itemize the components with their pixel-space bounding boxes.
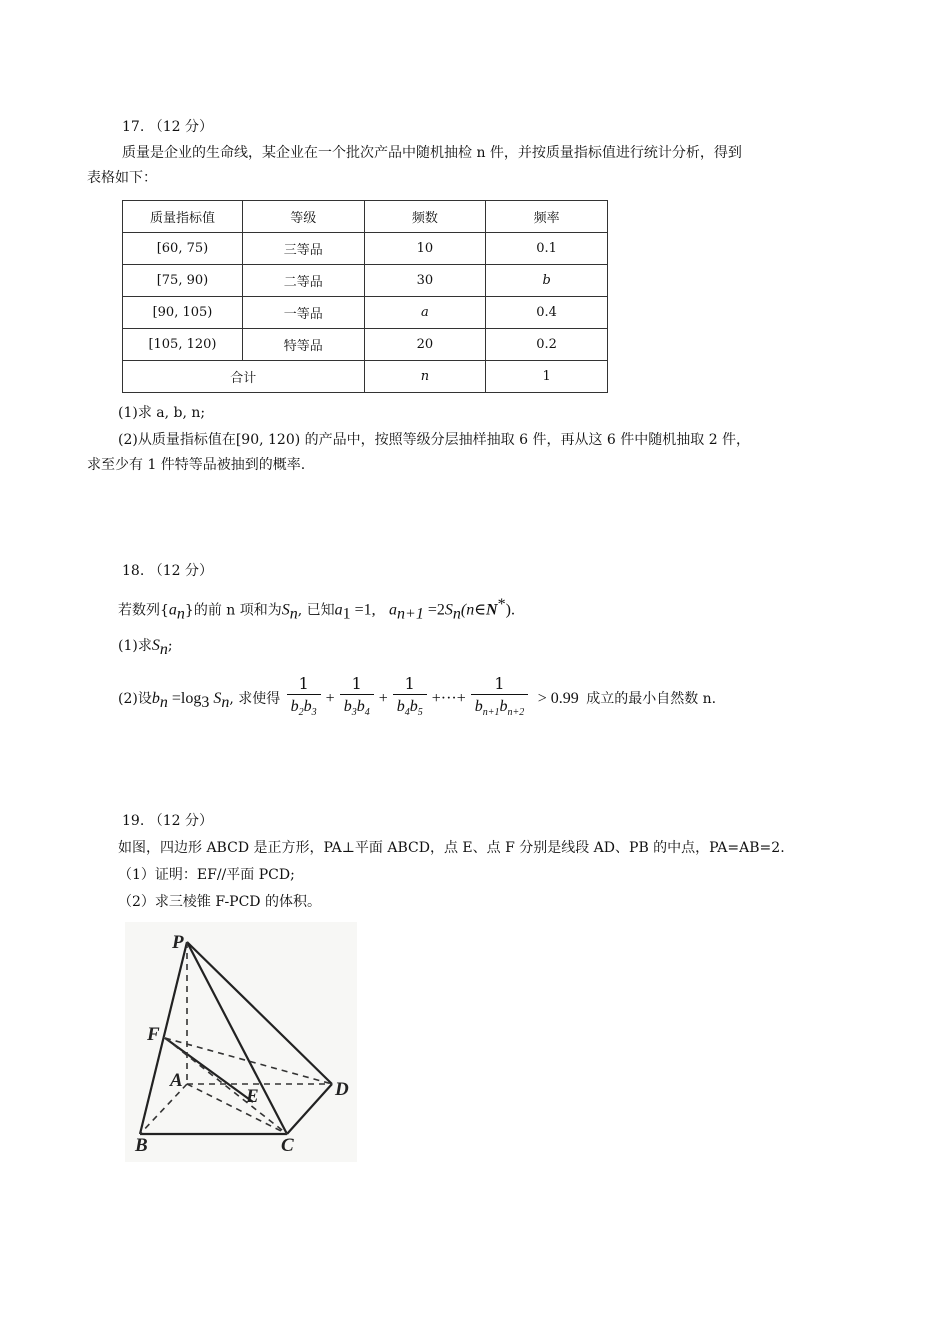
den-sub: 3 (351, 707, 357, 719)
den-sub: 4 (364, 707, 370, 719)
table-cell: [60, 75) (123, 233, 243, 265)
sum-S2: S (444, 601, 453, 619)
label-F: F (147, 1024, 160, 1045)
a1: a (334, 601, 343, 619)
label-P: P (172, 932, 184, 953)
table-cell: 20 (364, 329, 486, 361)
label-D: D (335, 1079, 349, 1100)
col-header-rate: 频率 (486, 201, 608, 233)
q18-part2-label: (2)设 (118, 691, 152, 707)
label-C: C (281, 1135, 294, 1156)
col-header-grade: 等级 (242, 201, 364, 233)
sum-S-sub: n (289, 605, 298, 623)
part1-end: ; (167, 638, 173, 654)
an1-sub: n+1 (397, 605, 424, 623)
table-cell: 一等品 (242, 297, 364, 329)
table-header-row (123, 201, 608, 233)
q19-part1: （1）证明：EF//平面 PCD; (118, 867, 295, 883)
q17-stem-line1: 质量是企业的生命线，某企业在一个批次产品中随机抽检 n 件，并按质量指标值进行统计分析，得到 (122, 145, 742, 161)
pyramid-figure (125, 922, 357, 1162)
table-cell: 0.4 (486, 297, 608, 329)
seq-a: a (168, 601, 177, 619)
table-total-row (123, 361, 608, 393)
table-cell: [90, 105) (123, 297, 243, 329)
den-b: b (396, 698, 405, 716)
ellipsis-plus: +···+ (431, 690, 466, 707)
label-A: A (170, 1070, 183, 1091)
fraction (393, 674, 427, 723)
q17-part2-line1: (2)从质量指标值在[90, 120) 的产品中，按照等级分层抽样抽取 6 件，再从这 6 件中随机抽取 2 件， (118, 432, 751, 448)
label-B: B (135, 1135, 148, 1156)
q18-part1 (118, 633, 173, 663)
b-n-sub: n (159, 693, 168, 711)
domain-paren: (n∈ (460, 601, 487, 619)
fraction-numerator: 1 (494, 674, 505, 694)
den-b: b (499, 698, 508, 716)
q18-part2 (118, 673, 716, 729)
q19-part2: （2）求三棱锥 F-PCD 的体积。 (118, 894, 321, 910)
table-row (123, 233, 608, 265)
fraction (471, 674, 529, 723)
fraction (287, 674, 321, 723)
q19-header: 19. （12 分） (122, 813, 213, 829)
log-S: S (209, 690, 222, 707)
part2-tail: 成立的最小自然数 n. (586, 691, 717, 707)
sum-S2-sub: n (452, 605, 461, 623)
den-b: b (474, 698, 483, 716)
table-cell: 1 (486, 361, 608, 393)
an1: a (389, 601, 398, 619)
naturals-N: N (486, 601, 498, 619)
fraction-numerator: 1 (404, 674, 415, 694)
domain-close: ). (505, 601, 515, 619)
a1-eq: =1, (350, 601, 376, 619)
col-header-value: 质量指标值 (123, 201, 243, 233)
table-row (123, 297, 608, 329)
q18-stem (118, 592, 515, 627)
q18-part1-label: (1)求 (118, 638, 152, 654)
table-cell: 30 (364, 265, 486, 297)
inequality: > 0.99 (537, 690, 579, 707)
table-cell: [105, 120) (123, 329, 243, 361)
log-text: =log (167, 690, 202, 707)
q19-stem: 如图，四边形 ABCD 是正方形，PA⊥平面 ABCD，点 E、点 F 分别是线段 AD、PB 的中点，PA=AB=2. (118, 840, 785, 856)
seq-a-sub: n (176, 605, 185, 623)
q17-part2-line2: 求至少有 1 件特等品被抽到的概率. (87, 457, 306, 473)
fraction-numerator: 1 (298, 674, 309, 694)
q17-part1: (1)求 a, b, n; (118, 405, 206, 421)
den-sub: 4 (404, 707, 410, 719)
table-row (123, 265, 608, 297)
table-row (123, 329, 608, 361)
table-cell: b (486, 265, 608, 297)
q18-header: 18. （12 分） (122, 563, 213, 579)
b-n: b (151, 690, 160, 707)
log-S-sub: n (221, 693, 230, 711)
label-E: E (246, 1086, 259, 1107)
q18-stem-text: }的前 n 项和为 (184, 602, 282, 619)
den-b: b (356, 698, 365, 716)
part2-mid: , 求使得 (229, 691, 281, 707)
q18-stem-text: 若数列{ (118, 602, 169, 619)
q17-stem-line2: 表格如下： (87, 170, 157, 186)
table-cell: 合计 (123, 361, 365, 393)
den-b: b (409, 698, 418, 716)
fraction (340, 674, 374, 723)
table-cell: 0.2 (486, 329, 608, 361)
den-b: b (303, 698, 312, 716)
table-cell: n (364, 361, 486, 393)
table-cell: 0.1 (486, 233, 608, 265)
table-cell: 二等品 (242, 265, 364, 297)
plus-sign: + (378, 690, 388, 707)
q18-stem-text: , 已知 (297, 602, 335, 619)
table-cell: 特等品 (242, 329, 364, 361)
figure-background (125, 922, 357, 1162)
part1-S-sub: n (159, 640, 168, 658)
table-cell: 三等品 (242, 233, 364, 265)
an1-eq: =2 (423, 601, 445, 619)
den-b: b (343, 698, 352, 716)
den-b: b (290, 698, 299, 716)
col-header-frequency: 频数 (364, 201, 486, 233)
table-cell: 10 (364, 233, 486, 265)
table-cell: a (364, 297, 486, 329)
den-sub: n+2 (507, 707, 525, 719)
den-sub: n+1 (482, 707, 500, 719)
a1-sub: 1 (342, 605, 351, 623)
table-cell: [75, 90) (123, 265, 243, 297)
fraction-numerator: 1 (351, 674, 362, 694)
den-sub: 2 (298, 707, 304, 719)
den-sub: 3 (311, 707, 317, 719)
part1-S: S (151, 637, 160, 654)
plus-sign: + (325, 690, 335, 707)
log-base: 3 (201, 693, 210, 711)
q17-header: 17. （12 分） (122, 119, 213, 135)
naturals-star: * (497, 596, 506, 613)
den-sub: 5 (417, 707, 423, 719)
sum-S: S (281, 601, 290, 619)
quality-table (122, 200, 608, 393)
